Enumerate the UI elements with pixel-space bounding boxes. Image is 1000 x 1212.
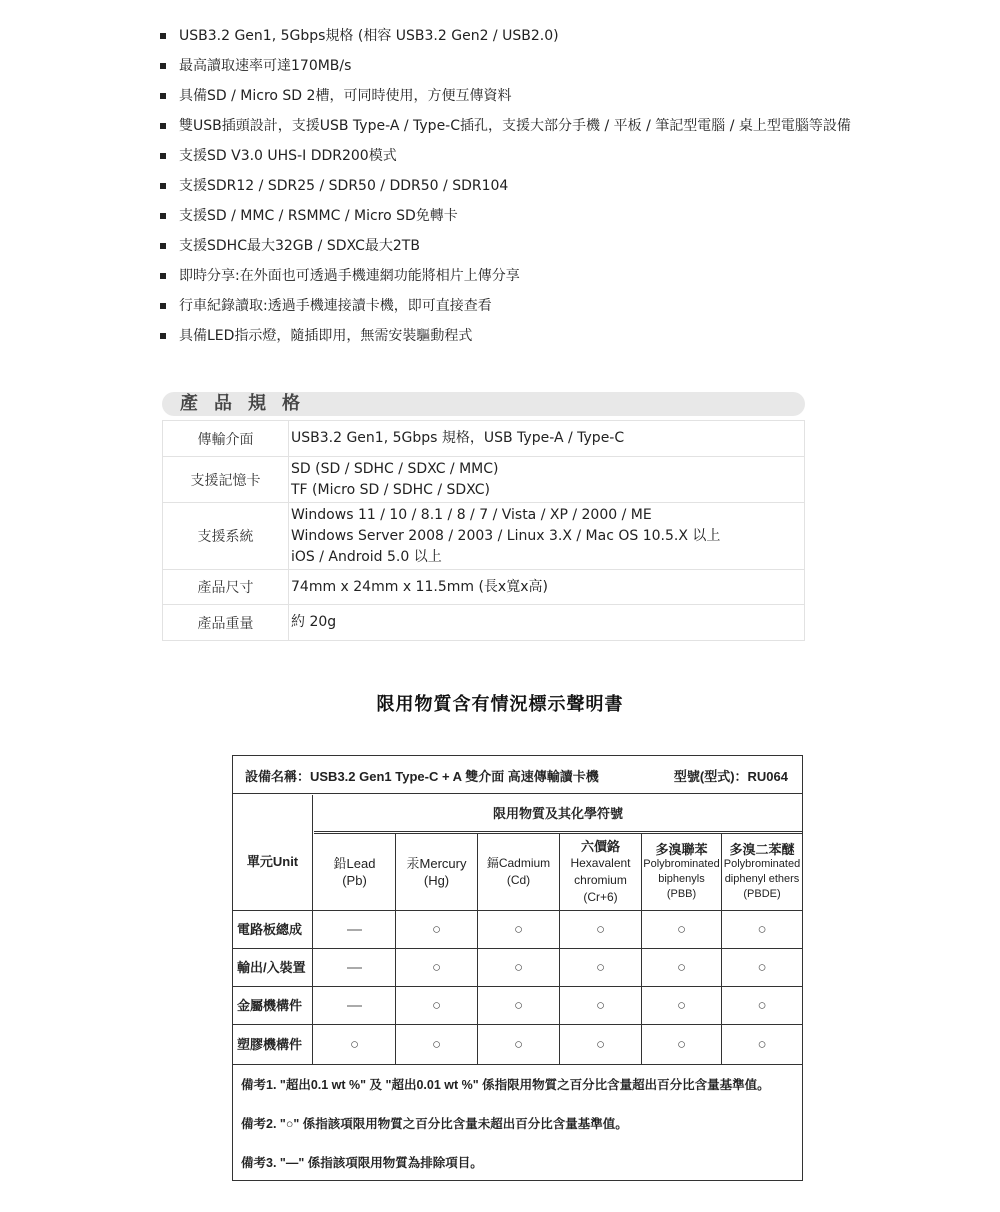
feature-item: 支援SDHC最大32GB / SDXC最大2TB	[160, 236, 860, 257]
feature-list	[160, 26, 860, 356]
spec-row	[163, 457, 805, 503]
column-header-line: (Cr+6)	[583, 889, 618, 904]
spec-line: 約 20g	[291, 614, 337, 630]
spec-key: 傳輸介面	[163, 421, 289, 457]
column-header-line: 多溴聯苯	[655, 841, 708, 857]
spec-value	[289, 605, 805, 641]
feature-item: 具備LED指示燈，隨插即用，無需安裝驅動程式	[160, 326, 860, 347]
feature-item: 支援SD / MMC / RSMMC / Micro SD免轉卡	[160, 206, 860, 227]
spec-line: iOS / Android 5.0 以上	[291, 548, 442, 565]
spec-row	[163, 570, 805, 605]
note-line: 備考1. "超出0.1 wt %" 及 "超出0.01 wt %" 係指限用物質之百分比含量超出百分比含量基準值。	[241, 1078, 770, 1092]
substances-header: 限用物質及其化學符號	[314, 795, 802, 832]
substance-column-header	[560, 833, 642, 910]
unit-row	[233, 910, 802, 948]
unit-row	[233, 948, 802, 986]
substance-mark: ○	[642, 949, 722, 986]
spec-key: 產品尺寸	[163, 570, 289, 605]
substance-mark: ○	[757, 997, 767, 1014]
column-header-line: Polybrominated	[723, 857, 801, 870]
unit-header: 單元Unit	[233, 795, 313, 910]
notes-section	[233, 1064, 802, 1194]
column-header-line: 六價鉻	[580, 838, 620, 854]
spec-value	[289, 570, 805, 605]
substance-mark: ○	[478, 911, 560, 948]
unit-row	[233, 986, 802, 1024]
feature-item: 具備SD / Micro SD 2槽，可同時使用，方便互傳資料	[160, 86, 860, 107]
substance-mark: ○	[757, 959, 767, 976]
substance-mark: ○	[560, 1025, 642, 1065]
column-header-line: diphenyl ethers	[724, 872, 800, 885]
substance-mark: ○	[757, 1036, 767, 1053]
substance-column-header	[314, 833, 396, 910]
substance-mark: ○	[560, 987, 642, 1024]
spec-line: SD (SD / SDHC / SDXC / MMC)	[291, 460, 499, 477]
column-header-line: (PBB)	[666, 887, 697, 900]
note-line: 備考2. "○" 係指該項限用物質之百分比含量未超出百分比含量基準值。	[241, 1117, 628, 1131]
unit-label: 金屬機構件	[233, 987, 313, 1024]
spec-key: 支援記憶卡	[163, 457, 289, 503]
spec-table	[162, 420, 805, 641]
spec-row	[163, 503, 805, 570]
column-header-line: biphenyls	[658, 872, 705, 885]
device-name: 設備名稱：USB3.2 Gen1 Type-C + A 雙介面 高速傳輸讀卡機	[245, 769, 599, 784]
substance-mark: ○	[642, 911, 722, 948]
feature-item: 支援SD V3.0 UHS-I DDR200模式	[160, 146, 860, 167]
substance-mark: —	[314, 987, 396, 1024]
substance-mark: ○	[478, 987, 560, 1024]
column-header-line: chromium	[574, 872, 627, 887]
unit-label: 輸出/入裝置	[233, 949, 313, 986]
rohs-table	[232, 755, 803, 1181]
substance-mark: —	[314, 911, 396, 948]
column-header-line: 多溴二苯醚	[729, 841, 795, 857]
feature-item: 最高讀取速率可達170MB/s	[160, 56, 860, 77]
unit-row	[233, 1024, 802, 1064]
column-header-line: Hexavalent	[570, 855, 631, 870]
substance-mark: ○	[757, 921, 767, 938]
spec-value	[289, 421, 805, 457]
column-header-line: (Pb)	[342, 872, 367, 888]
spec-line: USB3.2 Gen1, 5Gbps 規格，USB Type-A / Type-C	[291, 430, 625, 446]
unit-label: 塑膠機構件	[233, 1025, 313, 1065]
spec-value	[289, 503, 805, 570]
note-line: 備考3. "—" 係指該項限用物質為排除項目。	[241, 1156, 483, 1170]
spec-line: 74mm x 24mm x 11.5mm (長x寬x高)	[291, 578, 548, 595]
feature-item: 行車紀錄讀取:透過手機連接讀卡機，即可直接查看	[160, 296, 860, 317]
substance-mark: ○	[642, 987, 722, 1024]
substance-mark: ○	[642, 1025, 722, 1065]
spec-title: 產品規格	[180, 393, 316, 414]
substance-mark: ○	[478, 949, 560, 986]
header-divider	[314, 833, 802, 834]
substance-mark: ○	[560, 949, 642, 986]
spec-key: 產品重量	[163, 605, 289, 641]
column-header-line: Polybrominated	[643, 857, 720, 870]
feature-item: 雙USB插頭設計，支援USB Type-A / Type-C插孔，支援大部分手機 / 平板 / 筆記型電腦 / 桌上型電腦等設備	[160, 116, 860, 137]
substance-column-header	[722, 833, 802, 910]
substance-mark: ○	[396, 911, 478, 948]
spec-key: 支援系統	[163, 503, 289, 570]
substance-column-header	[396, 833, 478, 910]
substance-mark: ○	[396, 949, 478, 986]
spec-line: Windows 11 / 10 / 8.1 / 8 / 7 / Vista / XP / 2000 / ME	[291, 506, 652, 523]
substance-mark: ○	[478, 1025, 560, 1065]
spec-row	[163, 421, 805, 457]
spec-line: TF (Micro SD / SDHC / SDXC)	[291, 481, 490, 498]
column-header-line: (PBDE)	[743, 887, 781, 900]
column-header-line: 鉛Lead	[333, 855, 376, 871]
model-number: 型號(型式)：RU064	[673, 769, 788, 784]
column-header-line: 鎘Cadmium	[486, 855, 551, 870]
column-header-line: (Cd)	[506, 872, 531, 887]
column-header-line: (Hg)	[423, 872, 450, 888]
feature-item: 即時分享:在外面也可透過手機連網功能將相片上傳分享	[160, 266, 860, 287]
substance-column-header	[642, 833, 722, 910]
statement-title: 限用物質含有情況標示聲明書	[376, 694, 624, 715]
substance-mark: ○	[560, 911, 642, 948]
substance-column-header	[478, 833, 560, 910]
spec-value	[289, 457, 805, 503]
spec-section-header	[162, 392, 805, 416]
unit-label: 電路板總成	[233, 911, 313, 948]
feature-item: 支援SDR12 / SDR25 / SDR50 / DDR50 / SDR104	[160, 176, 860, 197]
substance-mark: —	[314, 949, 396, 986]
spec-row	[163, 605, 805, 641]
substance-mark: ○	[396, 987, 478, 1024]
device-header-row	[233, 756, 802, 794]
column-header-line: 汞Mercury	[406, 855, 467, 871]
spec-line: Windows Server 2008 / 2003 / Linux 3.X / Mac OS 10.5.X 以上	[291, 527, 721, 544]
substance-mark: ○	[396, 1025, 478, 1065]
feature-item: USB3.2 Gen1, 5Gbps規格 (相容 USB3.2 Gen2 / USB2.0)	[160, 26, 860, 47]
substance-mark: ○	[314, 1025, 396, 1065]
